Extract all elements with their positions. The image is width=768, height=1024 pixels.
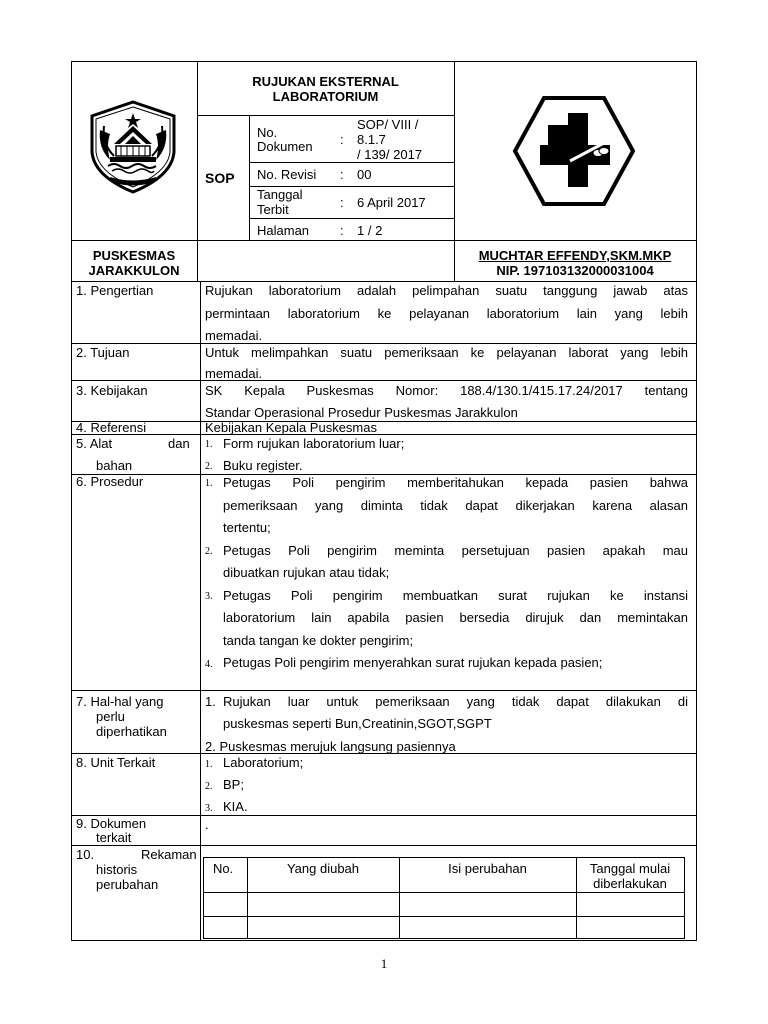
puskesmas-cross-icon [512, 95, 636, 207]
meta-sep-2: : [340, 167, 344, 182]
unit-item-number-1: 1. [205, 759, 213, 770]
label-dokumen-1: 9. Dokumen [76, 816, 147, 831]
label-rekaman-number: 10. [76, 847, 95, 862]
label-hal-2: perlu [96, 709, 125, 724]
unit-item-3: KIA. [223, 799, 248, 814]
prosedur-1-line-2: pemeriksaan yang diminta tidak dapat dikerjakan karena alasan [223, 498, 688, 513]
meta-label-tanggal-1: Tanggal [257, 187, 303, 202]
meta-label-no-dokumen-1: No. [257, 125, 278, 140]
label-rekaman-word: Rekaman [141, 847, 197, 862]
puskesmas-logo [512, 95, 636, 207]
border-bottom [71, 940, 697, 941]
prosedur-1-line-3: tertentu; [223, 520, 271, 535]
prosedur-2-line-2: dibuatkan rujukan atau tidak; [223, 565, 390, 580]
header-bottom-line [71, 240, 697, 241]
pengertian-line-3: memadai. [205, 328, 263, 343]
dokumen-value: . [205, 817, 209, 832]
row-line-5 [71, 434, 697, 435]
tujuan-line-2: memadai. [205, 366, 263, 381]
label-alat: 5. Alat [76, 436, 113, 451]
history-header-no: No. [213, 861, 234, 876]
row-line-2 [71, 343, 697, 344]
label-alat-dan: dan [168, 436, 190, 451]
hal-item-1-line-1: Rujukan luar untuk pemeriksaan yang tidak dapat dilakukan di [223, 694, 688, 709]
alat-item-1: Form rujukan laboratorium luar; [223, 436, 405, 451]
label-rekaman-2: historis [96, 862, 138, 877]
signer-nip: NIP. 197103132000031004 [496, 263, 654, 278]
meta-value-no-dokumen-1: SOP/ VIII / [357, 117, 419, 132]
prosedur-4-line-1: Petugas Poli pengirim menyerahkan surat rujukan kepada pasien; [223, 655, 603, 670]
meta-label-no-dokumen-2: Dokumen [257, 139, 313, 154]
meta-value-no-dokumen-2: 8.1.7 [357, 132, 386, 147]
label-rekaman-3: perubahan [96, 877, 159, 892]
meta-sep-4: : [340, 223, 344, 238]
border-left [71, 61, 72, 941]
history-header-isi-perubahan: Isi perubahan [448, 861, 527, 876]
meta-label-no-revisi: No. Revisi [257, 167, 317, 182]
tujuan-line-1: Untuk melimpahkan suatu pemeriksaan ke pelayanan laborat yang lebih [205, 345, 688, 360]
hal-item-2: 2. Puskesmas merujuk langsung pasiennya [205, 739, 456, 754]
label-hal-1: 7. Hal-hal yang [76, 694, 164, 709]
meta-label-halaman: Halaman [257, 223, 310, 238]
meta-line-1 [249, 162, 454, 163]
history-header-yang-diubah: Yang diubah [286, 861, 360, 876]
meta-value-no-revisi: 00 [357, 167, 372, 182]
prosedur-3-line-1: Petugas Poli pengirim membuatkan surat rujukan ke instansi [223, 588, 688, 603]
meta-value-halaman: 1 / 2 [357, 223, 383, 238]
org-name-line-1: PUSKESMAS [92, 248, 176, 263]
row-line-7 [71, 690, 697, 691]
row-line-3 [71, 380, 697, 381]
page-number: 1 [380, 956, 388, 971]
org-name-line-2: JARAKKULON [88, 263, 180, 278]
label-dokumen-2: terkait [96, 830, 132, 845]
border-right [696, 61, 697, 941]
meta-value-no-dokumen-3: / 139/ 2017 [357, 147, 423, 162]
label-kebijakan: 3. Kebijakan [76, 383, 148, 398]
meta-sep-1: : [340, 132, 344, 147]
label-alat-bahan: bahan [96, 458, 133, 473]
label-pengertian: 1. Pengertian [76, 283, 154, 298]
label-hal-3: diperhatikan [96, 724, 167, 739]
pengertian-line-2: permintaan laboratorium ke pelayanan laboratorium lain yang lebih [205, 306, 688, 321]
sop-title-line-2: LABORATORIUM [272, 89, 379, 104]
sop-col-line [249, 115, 250, 240]
kebijakan-line-1: SK Kepala Puskesmas Nomor: 188.4/130.1/415.17.24/2017 tentang [205, 383, 688, 398]
hal-item-number-1: 1. [205, 694, 216, 709]
alat-item-2: Buku register. [223, 458, 303, 473]
history-table-row-1 [203, 892, 685, 893]
prosedur-1-line-1: Petugas Poli pengirim memberitahukan kepada pasien bahwa [223, 475, 688, 490]
meta-line-3 [249, 218, 454, 219]
title-bottom-line [197, 115, 454, 116]
pengertian-line-1: Rujukan laboratorium adalah pelimpahan suatu tanggung jawab atas [205, 283, 688, 298]
sop-label: SOP [205, 170, 235, 186]
sop-title-line-1: RUJUKAN EKSTERNAL [252, 74, 399, 89]
history-header-tanggal-2: diberlakukan [593, 876, 667, 891]
history-table-bottom [203, 938, 685, 939]
row-line-10 [71, 845, 697, 846]
prosedur-number-4: 4. [205, 659, 213, 670]
unit-item-number-2: 2. [205, 781, 213, 792]
prosedur-3-line-3: tanda tangan ke dokter pengirim; [223, 633, 414, 648]
label-tujuan: 2. Tujuan [76, 345, 130, 360]
prosedur-3-line-2: laboratorium lain apabila pasien bersedia dirujuk dan memintakan [223, 610, 688, 625]
prosedur-number-2: 2. [205, 546, 213, 557]
alat-item-number-2: 2. [205, 461, 213, 472]
label-prosedur: 6. Prosedur [76, 474, 144, 489]
meta-label-tanggal-2: Terbit [257, 202, 289, 217]
history-table-col-4 [684, 857, 685, 939]
border-top [71, 61, 697, 62]
regency-emblem-icon [84, 100, 182, 194]
unit-item-1: Laboratorium; [223, 755, 304, 770]
header-col-2 [454, 61, 455, 240]
unit-item-number-3: 3. [205, 803, 213, 814]
history-table [203, 857, 686, 939]
row-line-4 [71, 421, 697, 422]
history-table-col-0 [203, 857, 204, 939]
regency-emblem-logo [84, 100, 182, 194]
history-header-tanggal-1: Tanggal mulai [589, 861, 671, 876]
alat-item-number-1: 1. [205, 439, 213, 450]
label-referensi: 4. Referensi [76, 420, 147, 435]
row-line-9 [71, 815, 697, 816]
meta-sep-3: : [340, 195, 344, 210]
referensi-line-1: Kebijakan Kepala Puskesmas [205, 420, 377, 435]
unit-item-2: BP; [223, 777, 244, 792]
row-line-1 [71, 281, 697, 282]
history-table-row-2 [203, 916, 685, 917]
label-unit-terkait: 8. Unit Terkait [76, 755, 156, 770]
signer-name: MUCHTAR EFFENDY,SKM.MKP [478, 248, 672, 263]
meta-value-tanggal: 6 April 2017 [357, 195, 426, 210]
prosedur-number-1: 1. [205, 478, 213, 489]
prosedur-2-line-1: Petugas Poli pengirim meminta persetujuan pasien apakah mau [223, 543, 688, 558]
prosedur-number-3: 3. [205, 591, 213, 602]
hal-item-1-line-2: puskesmas seperti Bun,Creatinin,SGOT,SGPT [223, 716, 492, 731]
kebijakan-line-2: Standar Operasional Prosedur Puskesmas Jarakkulon [205, 405, 518, 420]
history-table-top [203, 857, 685, 858]
